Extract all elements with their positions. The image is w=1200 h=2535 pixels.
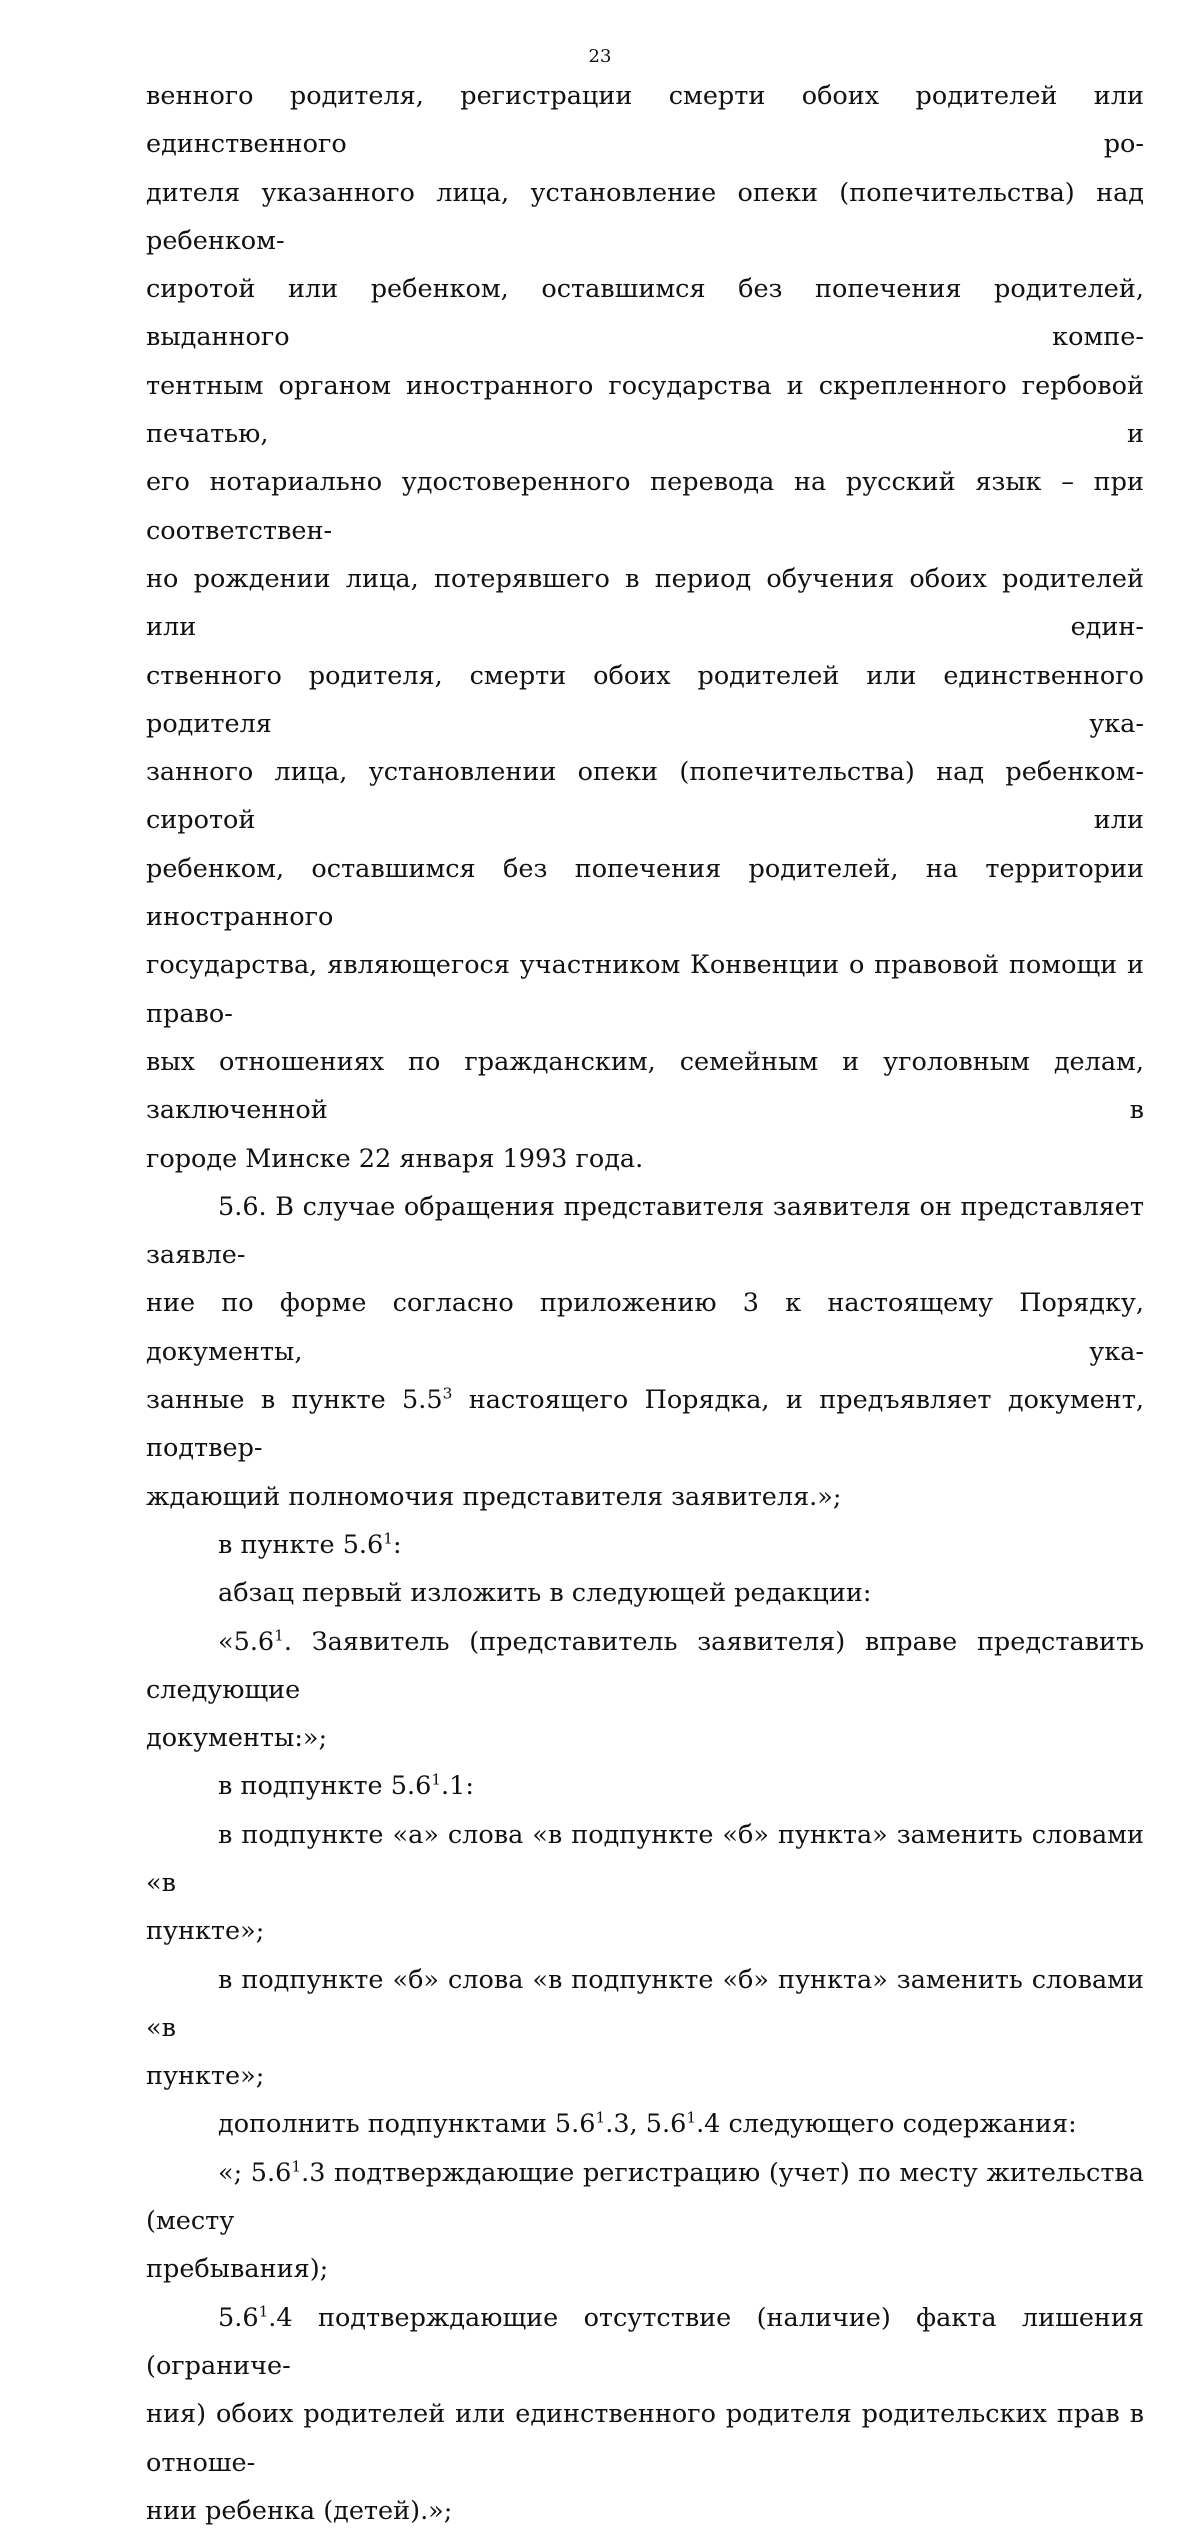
text-line (146, 2149, 1144, 2246)
text-run: занные в пункте 5.5 (146, 1385, 443, 1416)
text-line: пребывания); (146, 2254, 329, 2285)
text-line: занного лица, установлении опеки (попечительства) над ребенком-сиротой или (146, 757, 1144, 836)
text-line: пункте»; (146, 2061, 265, 2092)
text-line: сиротой или ребенком, оставшимся без попечения родителей, выданного компе- (146, 274, 1144, 353)
superscript: 1 (383, 1529, 393, 1548)
text-line (146, 2294, 1144, 2391)
text-line: 5.6. В случае обращения представителя заявителя он представляет заявле- (146, 1191, 1144, 1271)
text-line: городе Минске 22 января 1993 года. (146, 1143, 644, 1174)
text-run: «5.6 (218, 1626, 275, 1657)
text-line: нии ребенка (детей).»; (146, 2495, 453, 2526)
superscript: 1 (274, 1626, 284, 1644)
text-line: ребенком, оставшимся без попечения родителей, на территории иностранного (146, 853, 1144, 933)
paragraph-5-6 (146, 1183, 1144, 1521)
text-line: тентным органом иностранного государства и скрепленного гербовой печатью, и (146, 370, 1144, 450)
paragraph-subitem-5-6-1-1 (146, 1762, 1144, 1810)
page-number: 23 (588, 46, 612, 67)
text-run: .4 подтверждающие отсутствие (наличие) факта лишения (ограниче- (146, 2302, 1144, 2381)
text-line: ждающий полномочия представителя заявителя.»; (146, 1481, 842, 1512)
text-run: : (393, 1529, 402, 1560)
text-line: государства, являющегося участником Конвенции о правовой помощи и право- (146, 950, 1144, 1029)
text-line (146, 1618, 1144, 1715)
text-line: вых отношениях по гражданским, семейным и уголовным делам, заключенной в (146, 1046, 1144, 1126)
text-run: в пункте 5.6 (218, 1529, 384, 1560)
text-line: его нотариально удостоверенного перевода на русский язык – при соответствен- (146, 467, 1144, 546)
text-run: настоящего Порядка, и предъявляет документ, подтвер- (146, 1385, 1144, 1464)
superscript: 1 (431, 1770, 442, 1789)
text-line: но рождении лица, потерявшего в период обучения обоих родителей или един- (146, 563, 1144, 643)
text-run: . Заявитель (представитель заявителя) вправе представить следующие (146, 1626, 1144, 1705)
text-line: ние по форме согласно приложению 3 к настоящему Порядку, документы, ука- (146, 1288, 1144, 1367)
superscript: 1 (686, 2108, 697, 2127)
text-run: .1: (441, 1771, 474, 1802)
superscript: 1 (291, 2157, 302, 2176)
text-line (146, 1376, 1144, 1473)
text-line: в подпункте «а» слова «в подпункте «б» пункта» заменить словами «в (146, 1819, 1144, 1898)
superscript: 1 (258, 2302, 269, 2321)
text-line: венного родителя, регистрации смерти обоих родителей или единственного ро- (146, 81, 1144, 160)
text-run: .3 подтверждающие регистрацию (учет) по месту жительства (месту (146, 2157, 1144, 2237)
paragraph-5-6-1-3 (146, 2149, 1144, 2294)
text-line: дителя указанного лица, установление опеки (попечительства) над ребенком- (146, 177, 1144, 256)
text-line: в подпункте «б» слова «в подпункте «б» пункта» заменить словами «в (146, 1964, 1144, 2043)
text-run: дополнить подпунктами 5.6 (218, 2109, 596, 2140)
text-run: 5.6 (218, 2302, 259, 2333)
paragraph-item-5-6-1 (146, 1521, 1144, 1569)
superscript: 1 (595, 2108, 606, 2127)
document-body (146, 72, 1144, 2535)
paragraph-add-subitems (146, 2100, 1144, 2148)
text-line: документы:»; (146, 1723, 328, 1754)
paragraph-subitem-a (146, 1811, 1144, 1956)
text-run: .4 следующего содержания: (696, 2109, 1077, 2140)
text-line: ния) обоих родителей или единственного родителя родительских прав в отноше- (146, 2399, 1144, 2478)
text-line: пункте»; (146, 1916, 265, 1947)
paragraph-subitem-b (146, 1956, 1144, 2101)
paragraph-continuation (146, 72, 1144, 1183)
text-line: ственного родителя, смерти обоих родителей или единственного родителя ука- (146, 660, 1144, 739)
paragraph-first-abzac: абзац первый изложить в следующей редакции: (218, 1578, 872, 1609)
paragraph-quote-5-6-1 (146, 1618, 1144, 1763)
text-run: .3, 5.6 (605, 2109, 687, 2140)
text-run: в подпункте 5.6 (218, 1771, 432, 1802)
superscript: 3 (442, 1384, 453, 1403)
paragraph-5-6-1-4 (146, 2294, 1144, 2535)
text-run: «; 5.6 (218, 2157, 292, 2188)
